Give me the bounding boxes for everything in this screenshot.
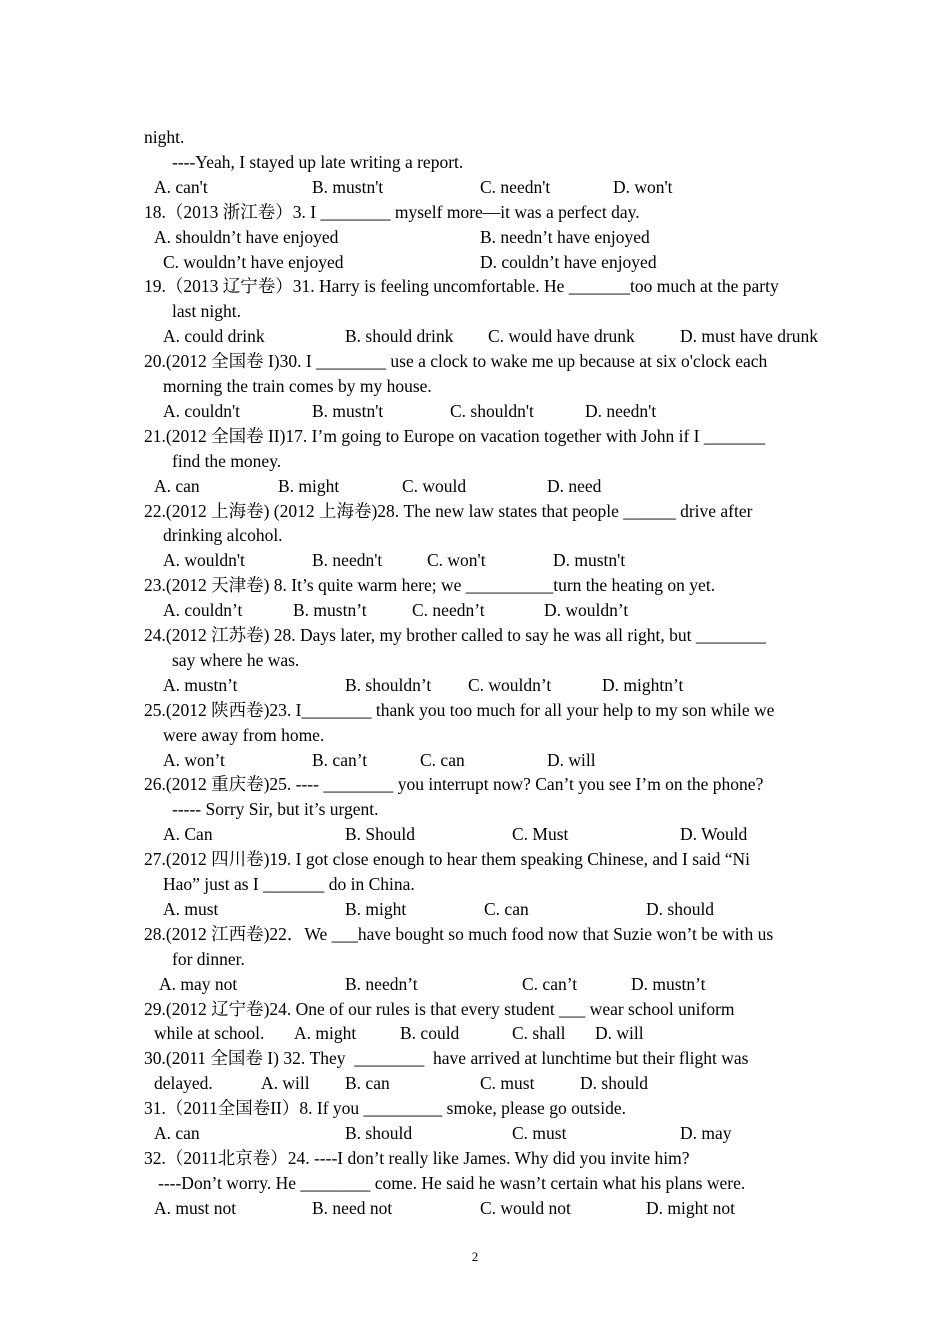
answer-option: B. Should	[345, 824, 416, 845]
answer-option: D. mustn’t	[631, 973, 706, 994]
answer-option: B. might	[345, 898, 407, 919]
answer-option: A. could drink	[163, 326, 265, 347]
answer-option: A. may not	[159, 973, 238, 994]
text-line: last night.	[172, 301, 242, 322]
text-line: 23.(2012 天津卷) 8. It’s quite warm here; we __________turn the heating on yet.	[144, 575, 716, 596]
answer-option: D. couldn’t have enjoyed	[480, 251, 657, 272]
answer-option: D. may	[680, 1123, 732, 1143]
answer-option: B. needn’t have enjoyed	[480, 226, 650, 247]
text-line: were away from home.	[163, 724, 325, 745]
answer-option: C. must	[480, 1073, 535, 1094]
answer-option: A. can	[154, 1123, 200, 1143]
answer-option: A. can't	[154, 176, 208, 197]
answer-option: C. wouldn’t have enjoyed	[163, 251, 344, 272]
text-line: 31.（2011全国卷II）8. If you _________ smoke, please go outside.	[144, 1098, 627, 1119]
answer-option: C. wouldn’t	[468, 674, 552, 695]
text-line: ----Yeah, I stayed up late writing a report.	[172, 151, 464, 172]
answer-option: A. will	[261, 1073, 310, 1094]
answer-option: B. shouldn’t	[345, 674, 432, 695]
answer-option: C. shouldn't	[450, 400, 534, 421]
answer-option: A. won’t	[163, 749, 225, 770]
answer-option: D. won't	[613, 176, 673, 197]
answer-option: A. shouldn’t have enjoyed	[154, 226, 339, 247]
answer-option: B. needn't	[312, 550, 383, 571]
text-line: 29.(2012 辽宁卷)24. One of our rules is that every student ___ wear school uniform	[144, 998, 735, 1019]
text-line: 30.(2011 全国卷 I) 32. They ________ have arrived at lunchtime but their flight was	[144, 1048, 749, 1069]
answer-option: C. would	[402, 475, 467, 496]
text-line: 28.(2012 江西卷)22．We ___have bought so much food now that Suzie won’t be with us	[144, 923, 774, 944]
answer-option: A. can	[154, 475, 200, 496]
text-line: 27.(2012 四川卷)19. I got close enough to hear them speaking Chinese, and I said “Ni	[144, 849, 751, 870]
answer-option: D. should	[646, 898, 715, 919]
answer-option: B. should drink	[345, 326, 454, 347]
answer-option: D. mustn't	[553, 550, 626, 571]
answer-option: C. can’t	[522, 973, 578, 994]
answer-option: C. needn’t	[412, 600, 485, 621]
answer-option: A. wouldn't	[163, 550, 245, 571]
answer-option: B. needn’t	[345, 973, 418, 994]
answer-option: B. mustn’t	[293, 600, 367, 621]
answer-option: D. must have drunk	[680, 326, 819, 347]
answer-option: A. Can	[163, 824, 213, 845]
answer-option: A. couldn’t	[163, 600, 243, 621]
answer-option: D. need	[547, 475, 602, 496]
text-line: Hao” just as I _______ do in China.	[163, 874, 415, 894]
text-line: 26.(2012 重庆卷)25. ---- ________ you interrupt now? Can’t you see I’m on the phone?	[144, 774, 764, 795]
answer-option: B. might	[278, 475, 340, 496]
answer-option: A. might	[294, 1023, 357, 1044]
answer-option: C. Must	[512, 824, 569, 845]
answer-option: B. could	[400, 1023, 460, 1044]
text-line: 24.(2012 江苏卷) 28. Days later, my brother called to say he was all right, but ________	[144, 625, 766, 645]
text-line: 19.（2013 辽宁卷）31. Harry is feeling uncomfortable. He _______too much at the party	[144, 276, 779, 297]
answer-option: B. can	[345, 1073, 390, 1094]
text-line: night.	[144, 127, 185, 147]
answer-option: D. might not	[646, 1197, 735, 1218]
text-line: morning the train comes by my house.	[163, 376, 432, 396]
text-line: ----- Sorry Sir, but it’s urgent.	[172, 799, 379, 820]
answer-option: C. would have drunk	[488, 326, 635, 347]
answer-option: D. should	[580, 1073, 649, 1094]
answer-option: B. should	[345, 1123, 413, 1143]
answer-option: D. Would	[680, 824, 748, 845]
answer-option: D. will	[547, 749, 596, 770]
text-line: ----Don’t worry. He ________ come. He said he wasn’t certain what his plans were.	[158, 1172, 746, 1193]
text-line: find the money.	[172, 450, 282, 471]
answer-option: D. wouldn’t	[544, 600, 629, 621]
text-line: delayed.	[154, 1073, 213, 1094]
answer-option: D. mightn’t	[602, 674, 684, 695]
text-line: 21.(2012 全国卷 II)17. I’m going to Europe on vacation together with John if I _______	[144, 425, 766, 446]
page-number: 2	[471, 1249, 479, 1264]
answer-option: B. can’t	[312, 749, 368, 770]
answer-option: D. will	[595, 1023, 644, 1044]
answer-option: C. won't	[427, 550, 486, 571]
answer-option: C. must	[512, 1123, 567, 1143]
answer-option: A. must not	[154, 1197, 237, 1218]
answer-option: C. would not	[480, 1197, 571, 1218]
answer-option: D. needn't	[585, 400, 657, 421]
text-line: say where he was.	[172, 649, 300, 670]
answer-option: C. can	[420, 749, 465, 770]
text-line: 22.(2012 上海卷) (2012 上海卷)28. The new law states that people ______ drive after	[144, 500, 753, 521]
text-line: 18.（2013 浙江卷）3. I ________ myself more—it was a perfect day.	[144, 201, 640, 222]
answer-option: C. shall	[512, 1023, 566, 1044]
answer-option: A. mustn’t	[163, 674, 238, 695]
text-line: 20.(2012 全国卷 I)30. I ________ use a clock to wake me up because at six o'clock each	[144, 351, 768, 372]
text-line: while at school.	[154, 1023, 265, 1044]
answer-option: A. couldn't	[163, 400, 241, 421]
answer-option: C. can	[484, 898, 529, 919]
text-line: 32.（2011北京卷）24. ----I don’t really like James. Why did you invite him?	[144, 1147, 690, 1168]
text-line: for dinner.	[172, 948, 245, 969]
answer-option: B. mustn't	[312, 176, 384, 197]
answer-option: B. need not	[312, 1197, 393, 1218]
text-line: drinking alcohol.	[163, 525, 283, 546]
answer-option: C. needn't	[480, 176, 551, 197]
answer-option: A. must	[163, 898, 219, 919]
text-line: 25.(2012 陕西卷)23. I________ thank you too much for all your help to my son while we	[144, 699, 775, 720]
answer-option: B. mustn't	[312, 400, 384, 421]
